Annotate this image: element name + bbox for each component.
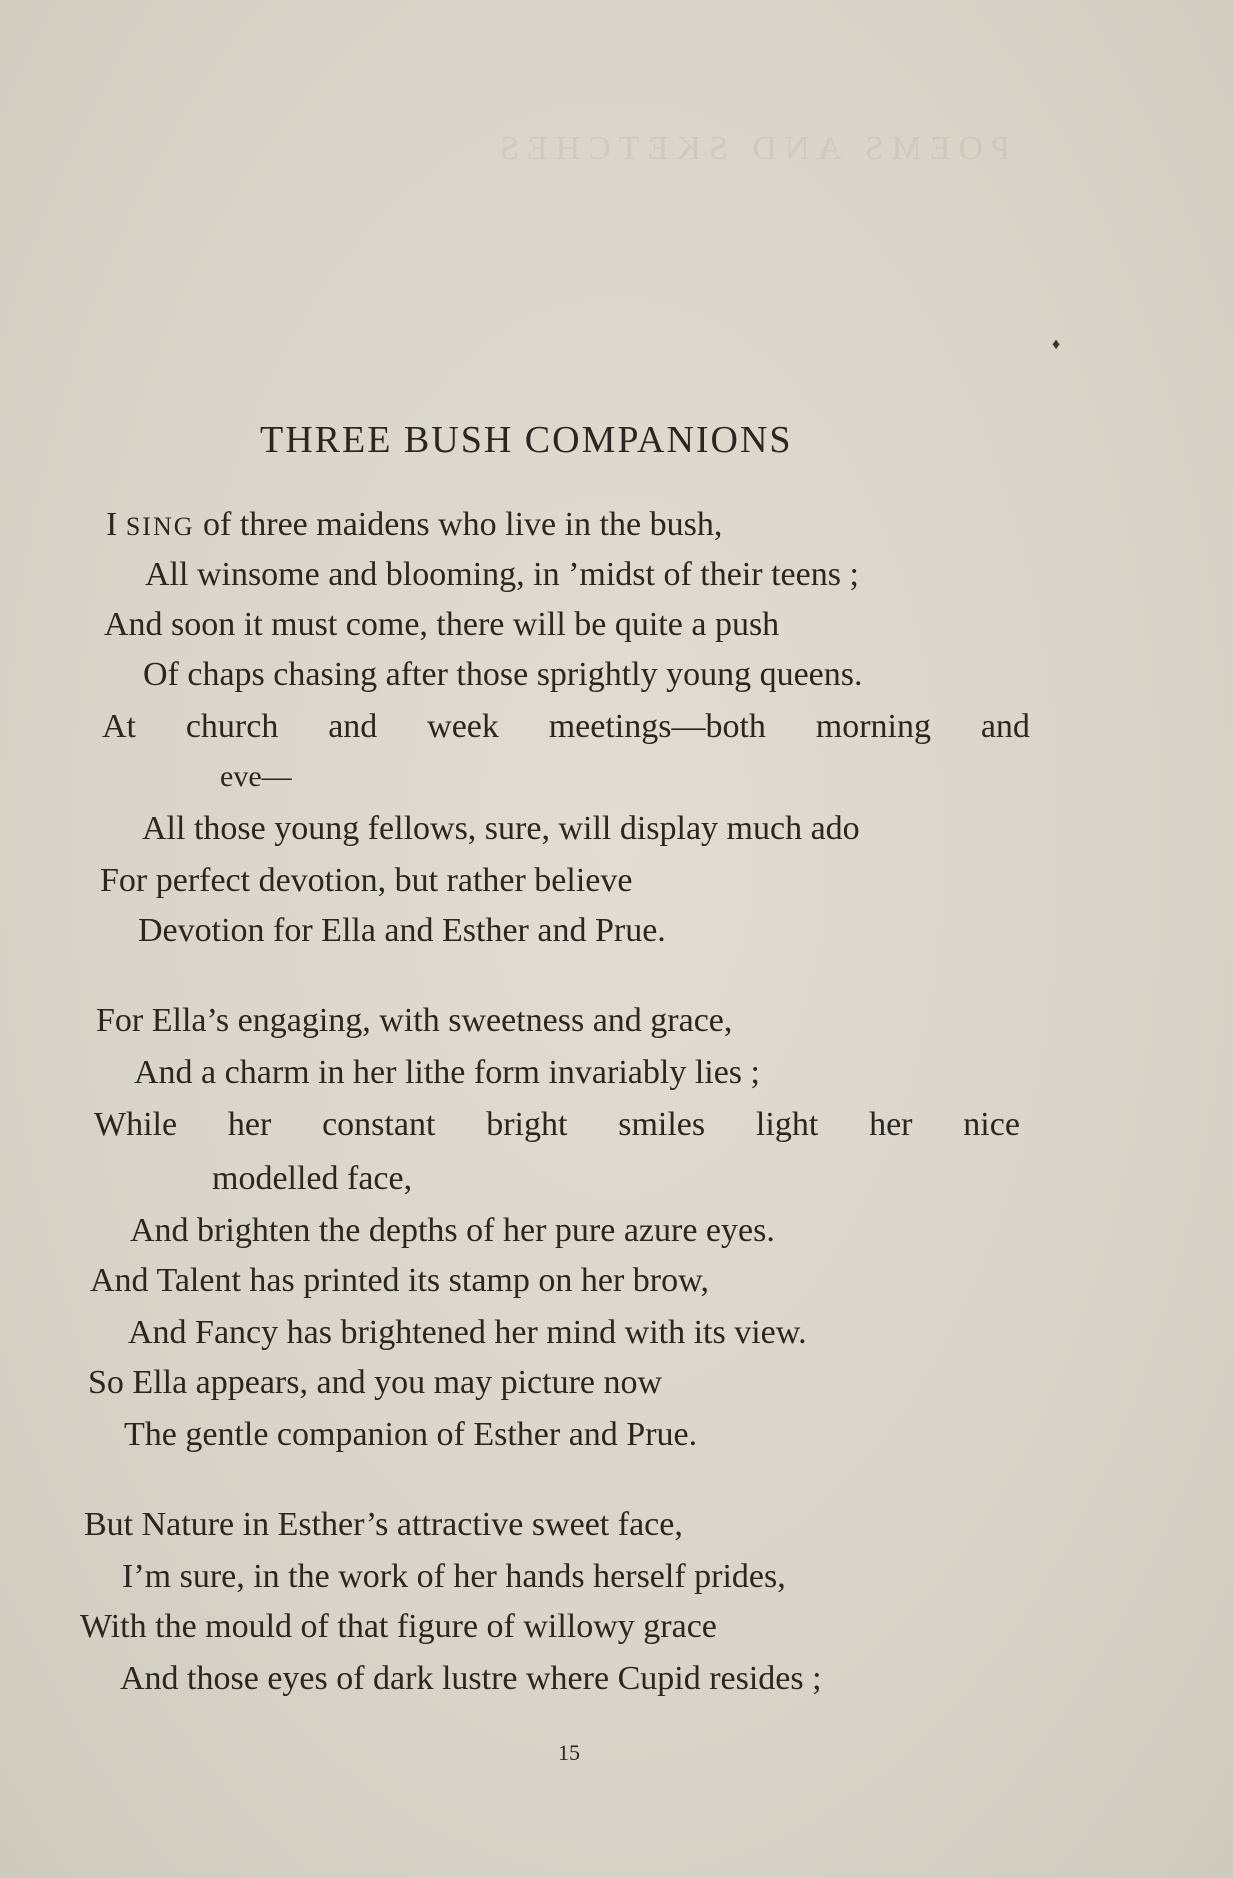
verse-word: and [980,708,1030,745]
verse-word: light [755,1106,819,1143]
bleed-through-running-head: POEMS AND SKETCHES [491,130,1010,167]
verse-line: All those young fellows, sure, will display much ado [142,810,860,847]
verse-word: and [328,708,378,745]
verse-word: church [185,708,279,745]
poem-title: THREE BUSH COMPANIONS [260,419,793,461]
verse-word: her [227,1106,272,1143]
page-number: 15 [558,1740,580,1765]
verse-line: With the mould of that figure of willowy grace [80,1608,717,1645]
verse-text: I [106,506,126,543]
verse-word: nice [963,1106,1020,1143]
verse-line: And Fancy has brightened her mind with its view. [128,1314,807,1351]
verse-line: For Ella’s engaging, with sweetness and grace, [96,1002,733,1039]
verse-word: At [102,708,136,745]
verse-line: The gentle companion of Esther and Prue. [124,1416,698,1453]
verse-line: Of chaps chasing after those sprightly young queens. [143,656,863,693]
verse-line: And brighten the depths of her pure azure eyes. [130,1212,775,1249]
verse-word: constant [322,1106,436,1143]
verse-line-justified [94,1106,1020,1144]
verse-line: For perfect devotion, but rather believe [100,862,633,899]
verse-line-continuation: modelled face, [212,1160,413,1197]
verse-line: Devotion for Ella and Esther and Prue. [138,912,666,949]
small-caps-word: SING [125,512,195,541]
verse-word: smiles [618,1106,706,1143]
verse-line: And a charm in her lithe form invariably lies ; [134,1054,760,1091]
verse-word: morning [815,708,931,745]
verse-word: meetings—both [548,708,766,745]
verse-line: All winsome and blooming, in ’midst of their teens ; [145,556,859,593]
verse-line: And soon it must come, there will be quite a push [104,606,780,643]
verse-line: But Nature in Esther’s attractive sweet face, [84,1506,683,1543]
verse-line-justified [102,708,1030,746]
verse-line [106,506,722,544]
verse-word: week [427,708,499,745]
verse-word: her [869,1106,913,1143]
verse-word: While [94,1106,178,1143]
verse-line-continuation: eve— [220,760,292,793]
verse-text: of three maidens who live in the bush, [194,506,723,543]
ink-mark: ♦ [1052,336,1061,353]
verse-line: And those eyes of dark lustre where Cupid resides ; [120,1660,822,1697]
verse-line: And Talent has printed its stamp on her brow, [90,1262,709,1299]
verse-word: bright [486,1106,568,1143]
verse-line: So Ella appears, and you may picture now [88,1364,663,1401]
verse-line: I’m sure, in the work of her hands herself prides, [122,1558,786,1595]
